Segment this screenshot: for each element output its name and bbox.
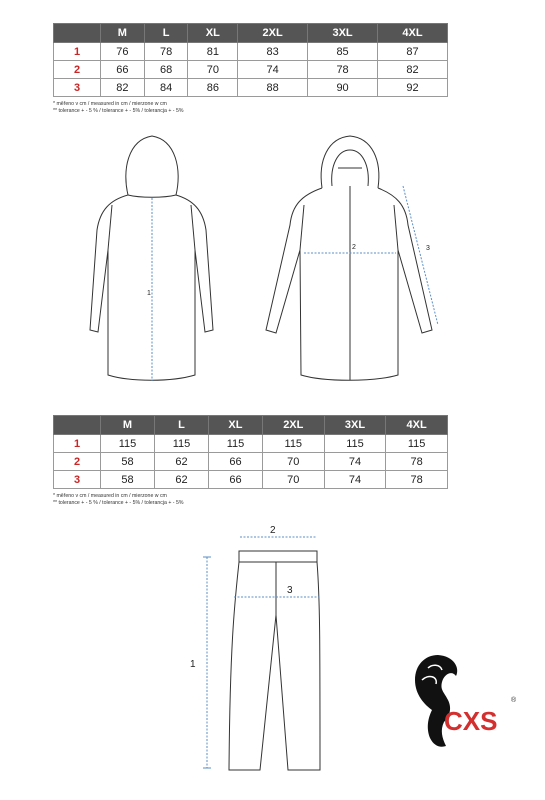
table-cell: 58 (101, 453, 155, 471)
table-cell: 92 (378, 79, 448, 97)
trousers-drawing (229, 551, 320, 770)
table-cell: 78 (386, 471, 448, 489)
table-header-cell: L (144, 24, 188, 43)
jacket-front-dim-label-2: 2 (352, 244, 356, 251)
row-label: 2 (54, 61, 101, 79)
table-cell: 66 (101, 61, 145, 79)
table-cell: 78 (308, 61, 378, 79)
cxs-logo (415, 655, 517, 747)
table-cell: 62 (154, 471, 208, 489)
jacket-back-dim-label-1: 1 (147, 290, 151, 297)
row-label: 3 (54, 471, 101, 489)
table-cell: 68 (144, 61, 188, 79)
registered-mark: ® (511, 697, 517, 704)
table-cell: 58 (101, 471, 155, 489)
table-cell: 82 (378, 61, 448, 79)
tolerance-note: ** tolerance + - 5 % / tolerance + - 5% / tolerancja + - 5% (53, 500, 184, 506)
table-cell: 78 (386, 453, 448, 471)
table-cell: 74 (324, 471, 386, 489)
table-cell: 81 (188, 43, 238, 61)
table-cell: 115 (324, 435, 386, 453)
table-header-cell: 2XL (262, 416, 324, 435)
table-cell: 115 (208, 435, 262, 453)
tolerance-note: ** tolerance + - 5 % / tolerance + - 5% / tolerancja + - 5% (53, 108, 184, 114)
table-cell: 74 (238, 61, 308, 79)
table-header-cell: 2XL (238, 24, 308, 43)
table-header-cell: 4XL (386, 416, 448, 435)
table-cell: 115 (386, 435, 448, 453)
table-cell: 70 (262, 453, 324, 471)
measurement-note: * měřeno v cm / measured in cm / mierzone w cm (53, 493, 167, 499)
table-cell: 88 (238, 79, 308, 97)
trousers-dim-label-3: 3 (287, 585, 293, 596)
table-header-cell: XL (208, 416, 262, 435)
table-cell: 83 (238, 43, 308, 61)
table-header-cell: L (154, 416, 208, 435)
table-header-cell: M (101, 416, 155, 435)
table-cell: 86 (188, 79, 238, 97)
table-header-cell: XL (188, 24, 238, 43)
table-cell: 76 (101, 43, 145, 61)
table-cell: 82 (101, 79, 145, 97)
trousers-dim-label-2: 2 (270, 525, 276, 536)
table-cell: 115 (154, 435, 208, 453)
row-label: 3 (54, 79, 101, 97)
table-cell: 74 (324, 453, 386, 471)
measurement-note: * měřeno v cm / measured in cm / mierzone w cm (53, 101, 167, 107)
row-label: 1 (54, 435, 101, 453)
table-header-cell: M (101, 24, 145, 43)
table-cell: 90 (308, 79, 378, 97)
table-header-cell: 3XL (308, 24, 378, 43)
table-cell: 70 (262, 471, 324, 489)
table-cell: 115 (101, 435, 155, 453)
table-cell: 115 (262, 435, 324, 453)
table-cell: 87 (378, 43, 448, 61)
table-cell: 78 (144, 43, 188, 61)
table-cell: 62 (154, 453, 208, 471)
table-cell: 85 (308, 43, 378, 61)
logo-text: CXS (444, 706, 498, 736)
jacket-front-dim-label-3: 3 (426, 245, 430, 252)
table-cell: 66 (208, 471, 262, 489)
row-label: 2 (54, 453, 101, 471)
table-cell: 70 (188, 61, 238, 79)
row-label: 1 (54, 43, 101, 61)
table-header-cell: 4XL (378, 24, 448, 43)
table-cell: 66 (208, 453, 262, 471)
table-cell: 84 (144, 79, 188, 97)
trousers-dim-label-1: 1 (190, 659, 196, 670)
table-header-cell: 3XL (324, 416, 386, 435)
